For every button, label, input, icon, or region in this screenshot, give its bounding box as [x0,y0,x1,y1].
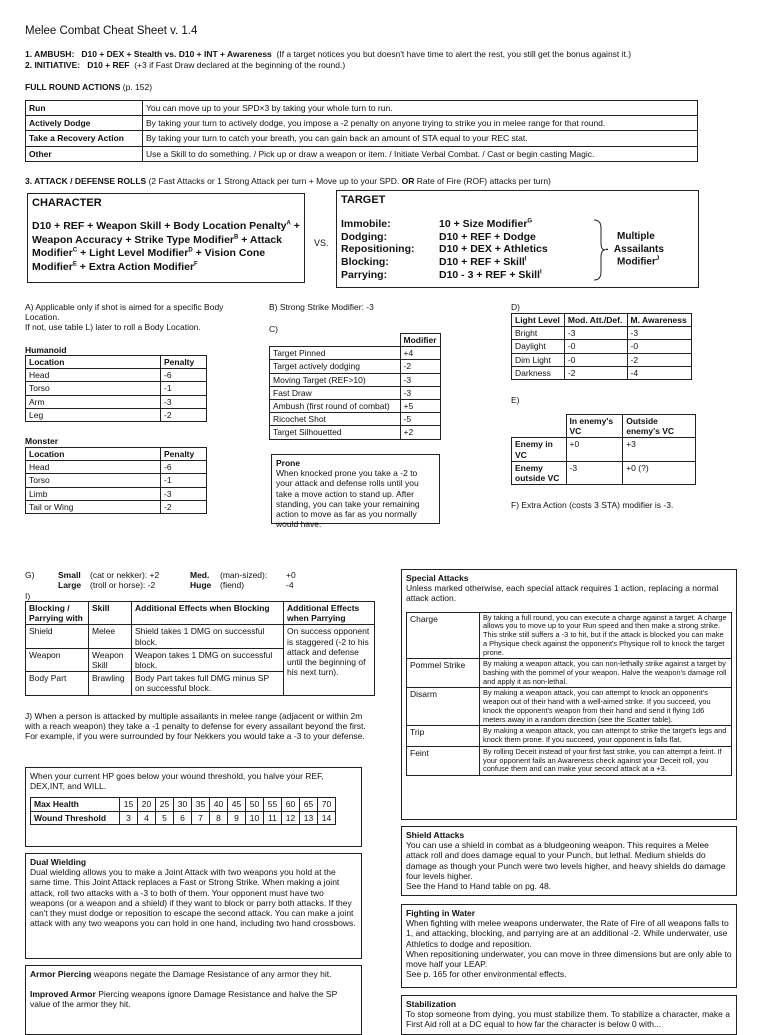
special-attacks-table [406,612,732,776]
armor-piercing-text: weapons negate the Damage Resistance of any armor they hit. [93,969,332,979]
note-b: B) Strong Strike Modifier: -3 [269,302,374,312]
full-round-action-name: Actively Dodge [26,116,143,131]
note-f: F) Extra Action (costs 3 STA) modifier is -3. [511,500,674,510]
wound-box [25,767,362,847]
special-attack-desc: By taking a full round, you can execute a charge against a target. A charge allows you to move up to your Run speed and then make a strong strike. This strike still suffers a -3 to hit, but if the attack is blocked you can make a Physique check against the opponent's Physique roll to knock the target prone. [480,612,732,659]
wound-threshold-label: Wound Threshold [31,811,120,824]
vs-label: VS. [314,238,329,248]
wound-threshold-value: 4 [138,811,156,824]
note-e-label: E) [511,395,520,405]
special-attack-desc: By rolling Deceit instead of your first fast strike, you can attempt a feint. If your opponent fails an Awareness check against your Deceit roll, you confuse them and can make your second attack at a +3. [480,746,732,775]
target-defense-formula: D10 + REF + Skill [439,255,525,268]
vision-cone-cell: Enemy in VC [512,438,567,461]
monster-table [25,447,207,514]
parry-effect-cell: On success opponent is staggered (-2 to his attack and defense until the beginning of his next turn). [284,625,375,695]
light-level-cell: -3 [627,327,691,340]
char-part-7: Modifier [32,260,73,273]
note-c-label: C) [269,324,278,334]
light-level-cell: -2 [627,353,691,366]
shield-attacks-box [401,826,737,896]
monster-row [26,461,207,474]
target-defense-name: Dodging: [341,230,388,243]
note-a-line2: If not, use table L) later to roll a Body Location. [25,322,201,333]
humanoid-cell: Leg [26,408,161,421]
target-defense-formula: 10 + Size Modifier [439,218,528,231]
stabilization-text: To stop someone from dying, you must stabilize them. To stabilize a character, make a First Aid roll at a DC equal to how far the character is below 0 with... [406,1009,730,1030]
block-parry-cell: Weapon Skill [89,648,132,671]
wound-threshold-value: 11 [264,811,282,824]
monster-cell: -3 [161,487,207,500]
vision-cone-table [511,414,696,485]
shield-attacks-see: See the Hand to Hand table on pg. 48. [406,880,552,891]
full-round-action-name: Run [26,101,143,116]
ambush-label: 1. AMBUSH: [25,49,75,59]
max-health-value: 55 [264,798,282,811]
monster-row [26,487,207,500]
max-health-value: 45 [228,798,246,811]
special-attack-row [407,688,732,726]
wound-threshold-value: 5 [156,811,174,824]
special-attack-desc: By making a weapon attack, you can attempt to knock an opponent's weapon out of their hand with a well-aimed strike. If you succeed, you knock the opponent's weapon from their hand and send it flying 1d6 meters away in a random direction (see the Scatter table). [480,688,732,726]
humanoid-row [26,382,207,395]
block-parry-cell: Body Part [26,672,89,695]
monster-cell: -6 [161,461,207,474]
max-health-value: 20 [138,798,156,811]
vision-cone-row [512,438,696,461]
wound-threshold-value: 10 [246,811,264,824]
monster-row [26,474,207,487]
stabilization-box [401,995,737,1035]
vision-cone-cell: +0 (?) [623,461,696,484]
initiative-note: (+3 if Fast Draw declared at the beginning of the round.) [134,60,346,70]
target-row [341,218,694,231]
max-health-value: 30 [174,798,192,811]
bp-col-block: Additional Effects when Blocking [132,602,284,625]
full-round-table [25,100,698,162]
attack-modifier-row [270,413,441,426]
initiative-line [25,60,345,70]
attack-defense-line [25,176,551,186]
attack-modifier-cell: -2 [400,360,441,373]
humanoid-col-penalty: Penalty [161,356,207,369]
attack-modifier-cell: -3 [400,373,441,386]
humanoid-table [25,355,207,422]
dual-wielding-box [25,853,362,959]
special-attacks-heading: Special Attacks [406,573,469,583]
attack-modifier-corner [270,334,401,347]
wound-table [30,797,336,824]
full-round-action-desc: You can move up to your SPD×3 by taking your whole turn to run. [143,101,698,116]
multiple-sup: J [655,256,660,262]
special-attack-name: Pommel Strike [407,659,480,688]
char-part-6: + Vision Cone [195,247,266,260]
attack-modifier-cell: Fast Draw [270,386,401,399]
special-attack-name: Charge [407,612,480,659]
brace-icon [592,219,609,281]
full-round-action-desc: By taking your turn to catch your breath, you can gain back an amount of STA equal to your REC stat. [143,131,698,146]
special-attack-name: Trip [407,726,480,746]
prone-box [271,454,440,530]
target-heading: TARGET [341,194,386,206]
humanoid-heading: Humanoid [25,345,67,355]
attack-modifier-cell: Target Silhouetted [270,426,401,439]
light-level-row [512,366,692,379]
char-sup-c: C [72,247,78,254]
monster-col-location: Location [26,448,161,461]
light-level-cell: -3 [564,327,627,340]
multiple-line-2: Assailants [613,243,664,255]
water-text: When fighting with melee weapons underwater, the Rate of Fire of all weapons falls to 1, and attacking, blocking, and parrying are at an additional -2. While underwater, use Athletics to dodge and reposition. [406,918,729,949]
wound-threshold-value: 3 [120,811,138,824]
full-round-action-name: Other [26,146,143,161]
char-part-2: + Weapon Accuracy + Strike Type Modifier [32,220,300,246]
humanoid-cell: -6 [161,369,207,382]
light-level-cell: -0 [627,340,691,353]
attack-modifier-row [270,386,441,399]
wound-threshold-value: 14 [318,811,336,824]
initiative-formula: D10 + REF [87,60,130,70]
special-attacks-box [401,569,737,820]
prone-text: When knocked prone you take a -2 to your attack and defense rolls until you take a move action to stand up. After standing, you can take your remaining action to move as far as you normally would have. [276,468,420,530]
special-attacks-intro: Unless marked otherwise, each special attack requires 1 action, replacing a normal attack action. [406,583,719,604]
special-attack-row [407,612,732,659]
full-round-row [26,146,698,161]
humanoid-cell: Head [26,369,161,382]
humanoid-row [26,408,207,421]
max-health-value: 35 [192,798,210,811]
note-g-label: G) [25,570,35,580]
target-box [336,190,699,288]
wound-threshold-value: 6 [174,811,192,824]
monster-cell: Tail or Wing [26,500,161,513]
special-attack-name: Disarm [407,688,480,726]
full-round-row [26,101,698,116]
attack-modifier-cell: -5 [400,413,441,426]
target-defense-formula: D10 + REF + Dodge [439,230,536,243]
vision-col-out: Outside enemy's VC [623,415,696,438]
light-level-cell: Bright [512,327,565,340]
light-col-awareness: M. Awareness [627,314,691,327]
block-parry-row [26,625,375,648]
target-defense-name: Repositioning: [341,243,415,256]
armor-piercing-heading: Armor Piercing [30,969,92,979]
light-level-cell: Darkness [512,366,565,379]
attack-defense-note: (2 Fast Attacks or 1 Strong Attack per turn + Move up to your SPD. [148,176,400,186]
special-attack-name: Feint [407,746,480,775]
light-col-mod: Mod. Att./Def. [564,314,627,327]
attack-modifier-cell: -3 [400,386,441,399]
monster-cell: Torso [26,474,161,487]
full-round-row [26,131,698,146]
block-parry-cell: Shield [26,625,89,648]
max-health-value: 70 [318,798,336,811]
monster-cell: -2 [161,500,207,513]
target-row [341,269,694,282]
improved-armor-heading: Improved Armor [30,989,96,1000]
water-heading: Fighting in Water [406,908,476,918]
attack-modifier-cell: +4 [400,347,441,360]
max-health-value: 65 [300,798,318,811]
wound-threshold-value: 8 [210,811,228,824]
page-title: Melee Combat Cheat Sheet v. 1.4 [25,25,198,37]
max-health-value: 25 [156,798,174,811]
special-attack-desc: By making a weapon attack, you can attempt to strike the target's legs and knock them prone. If you succeed, your opponent is falls flat. [480,726,732,746]
monster-row [26,500,207,513]
full-round-action-name: Take a Recovery Action [26,131,143,146]
character-heading: CHARACTER [32,197,102,209]
wound-threshold-value: 9 [228,811,246,824]
special-attack-row [407,726,732,746]
water-box [401,904,737,988]
vision-cone-cell: +0 [566,438,623,461]
attack-modifier-header: Modifier [400,334,441,347]
size-large-desc: (troll or horse): -2 [90,580,156,591]
monster-cell: -1 [161,474,207,487]
full-round-row [26,116,698,131]
humanoid-row [26,395,207,408]
multiple-line-3: Modifier [617,256,656,268]
note-a-line1: A) Applicable only if shot is aimed for a specific Body Location. [25,302,224,323]
vision-corner [512,415,567,438]
humanoid-row [26,369,207,382]
target-defense-name: Blocking: [341,255,389,268]
light-level-table [511,313,692,380]
note-a [25,302,255,333]
dual-wielding-heading: Dual Wielding [30,857,87,867]
size-med-val: +0 [286,570,296,580]
attack-modifier-row [270,360,441,373]
water-see: See p. 165 for other environmental effects. [406,969,567,980]
attack-defense-note2: Rate of Fire (ROF) attacks per turn) [416,176,551,186]
note-j: J) When a person is attacked by multiple assailants in melee range (adjacent or within 2m with a reach weapon) they take a -1 penalty to defense for every assailant beyond the first. For example, if you were surrounded by four Nekkers you would take a -3 to your defense. [25,711,366,742]
size-large: Large [58,580,82,591]
light-level-row [512,327,692,340]
wound-text: When your current HP goes below your wound threshold, you halve your REF, DEX,INT, and WILL. [30,771,324,792]
light-level-cell: -4 [627,366,691,379]
max-health-value: 50 [246,798,264,811]
vision-cone-row [512,461,696,484]
char-sup-e: E [72,261,77,267]
vision-cone-cell: +3 [623,438,696,461]
target-defense-sup: I [524,256,527,263]
size-modifiers-right [190,570,296,590]
char-part-1: D10 + REF + Weapon Skill + Body Location Penalty [32,220,287,233]
max-health-value: 15 [120,798,138,811]
block-parry-cell: Shield takes 1 DMG on successful block. [132,625,284,648]
light-col-level: Light Level [512,314,565,327]
armor-box [25,965,362,1035]
humanoid-cell: -1 [161,382,207,395]
humanoid-cell: Arm [26,395,161,408]
block-parry-cell: Weapon [26,648,89,671]
initiative-label: 2. INITIATIVE: [25,60,81,70]
prone-heading: Prone [276,458,301,468]
char-part-8: + Extra Action Modifier [79,260,195,273]
char-sup-a: A [286,220,291,227]
ambush-note: (If a target notices you but doesn't have time to alert the rest, you still get the bonus against it.) [276,49,632,59]
wound-threshold-value: 13 [300,811,318,824]
special-attack-row [407,659,732,688]
attack-modifier-cell: +5 [400,399,441,412]
block-parry-table [25,601,375,696]
monster-cell: Limb [26,487,161,500]
light-level-cell: Dim Light [512,353,565,366]
bp-col-skill: Skill [89,602,132,625]
special-attack-desc: By making a weapon attack, you can non-lethally strike against a target by bashing with the pommel of your weapon. Halve the weapon's damage roll and apply it as non-lethal. [480,659,732,688]
light-level-cell: -0 [564,353,627,366]
size-huge-val: -4 [286,580,294,591]
full-round-page: (p. 152) [122,82,153,92]
attack-modifier-cell: Ambush (first round of combat) [270,399,401,412]
size-med: Med. [190,570,210,580]
block-parry-cell: Melee [89,625,132,648]
attack-modifier-cell: Target actively dodging [270,360,401,373]
multiple-line-1: Multiple [617,231,655,242]
size-med-desc: (man-sized): [220,570,268,580]
block-parry-cell: Weapon takes 1 DMG on successful block. [132,648,284,671]
char-part-5: + Light Level Modifier [80,247,189,260]
ambush-formula: D10 + DEX + Stealth vs. D10 + INT + Awareness [81,49,272,59]
light-level-row [512,353,692,366]
full-round-action-desc: Use a Skill to do something. / Pick up or draw a weapon or item. / Initiate Verbal Combat. / Cast or begin casting Magic. [143,146,698,161]
humanoid-cell: -3 [161,395,207,408]
humanoid-cell: Torso [26,382,161,395]
character-box [27,193,305,283]
vision-cone-cell: Enemy outside VC [512,461,567,484]
full-round-heading [25,82,152,92]
block-parry-cell: Body Part takes full DMG minus SP on successful block. [132,672,284,695]
block-parry-cell: Brawling [89,672,132,695]
vision-col-in: In enemy's VC [566,415,623,438]
light-level-row [512,340,692,353]
char-sup-d: D [188,247,193,254]
max-health-value: 40 [210,798,228,811]
size-huge: Huge [190,580,212,591]
full-round-action-desc: By taking your turn to actively dodge, you impose a -2 penalty on anyone trying to strike you in melee range for that round. [143,116,698,131]
light-level-cell: Daylight [512,340,565,353]
target-defense-sup: G [527,218,533,225]
light-level-cell: -0 [564,340,627,353]
size-huge-desc: (fiend) [220,580,245,591]
target-defense-sup: I [539,269,542,276]
char-sup-f: F [194,261,198,267]
humanoid-col-location: Location [26,356,161,369]
humanoid-cell: -2 [161,408,207,421]
attack-modifier-row [270,373,441,386]
attack-modifier-row [270,347,441,360]
monster-col-penalty: Penalty [161,448,207,461]
water-text2: When repositioning underwater, you can move in three dimensions but are only able to move half your LEAP. [406,948,732,969]
size-small: Small [58,570,81,580]
attack-modifier-cell: Target Pinned [270,347,401,360]
target-defense-name: Immobile: [341,218,391,231]
monster-heading: Monster [25,436,59,446]
attack-modifier-cell: Ricochet Shot [270,413,401,426]
char-part-4: Modifier [32,247,73,260]
bp-col-parry: Additional Effects when Parrying [284,602,375,625]
target-defense-formula: D10 - 3 + REF + Skill [439,268,540,281]
attack-defense-label: 3. ATTACK / DEFENSE ROLLS [25,176,147,186]
wound-threshold-value: 12 [282,811,300,824]
shield-attacks-text: You can use a shield in combat as a bludgeoning weapon. This requires a Melee attack roll and does damage equal to your Punch, but lethal. Medium shields do damage as though your Punch were two levels higher, and heavy shields do damage four levels higher. [406,840,726,881]
character-formula [32,220,300,274]
attack-modifier-cell: +2 [400,426,441,439]
target-defense-formula: D10 + DEX + Athletics [439,243,548,256]
multiple-assailants [605,231,664,269]
improved-armor-text: Piercing weapons ignore Damage Resistance and halve the SP value of the armor they hit. [30,989,338,1010]
special-attack-row [407,746,732,775]
attack-modifier-row [270,426,441,439]
monster-cell: Head [26,461,161,474]
shield-attacks-heading: Shield Attacks [406,830,465,840]
full-round-title: FULL ROUND ACTIONS [25,82,121,92]
size-modifiers-left [58,570,159,590]
char-sup-b: B [234,234,239,241]
note-d-label: D) [511,302,520,312]
size-small-desc: (cat or nekker): +2 [90,570,160,580]
max-health-label: Max Health [31,798,120,811]
attack-modifier-table [269,333,441,440]
attack-modifier-cell: Moving Target (REF>10) [270,373,401,386]
vision-cone-cell: -3 [566,461,623,484]
char-part-3: + Attack [241,233,283,246]
multiple-dash: - [605,243,609,255]
light-level-cell: -2 [564,366,627,379]
bp-col-with: Blocking / Parrying with [26,602,89,625]
note-i-label: I) [25,591,31,601]
ambush-line [25,49,631,59]
attack-defense-or: OR [401,176,415,186]
wound-threshold-value: 7 [192,811,210,824]
dual-wielding-text: Dual wielding allows you to make a Joint Attack with two weapons you hold at the same time. This Joint Attack replaces a Fast or Strong Strike. When making a joint attack, roll two attacks with a -3 to both of them. Your opponent must have two weapons (or a weapon and a shield) if they want to block or parry both attacks. If they can't they must dodge or reposition to escape the second attack. You can make a joint attack with any two weapons you can hold in one hand, including two hand crossbows. [30,867,356,929]
target-defense-name: Parrying: [341,268,388,281]
stabilization-heading: Stabilization [406,999,457,1009]
max-health-value: 60 [282,798,300,811]
attack-modifier-row [270,399,441,412]
